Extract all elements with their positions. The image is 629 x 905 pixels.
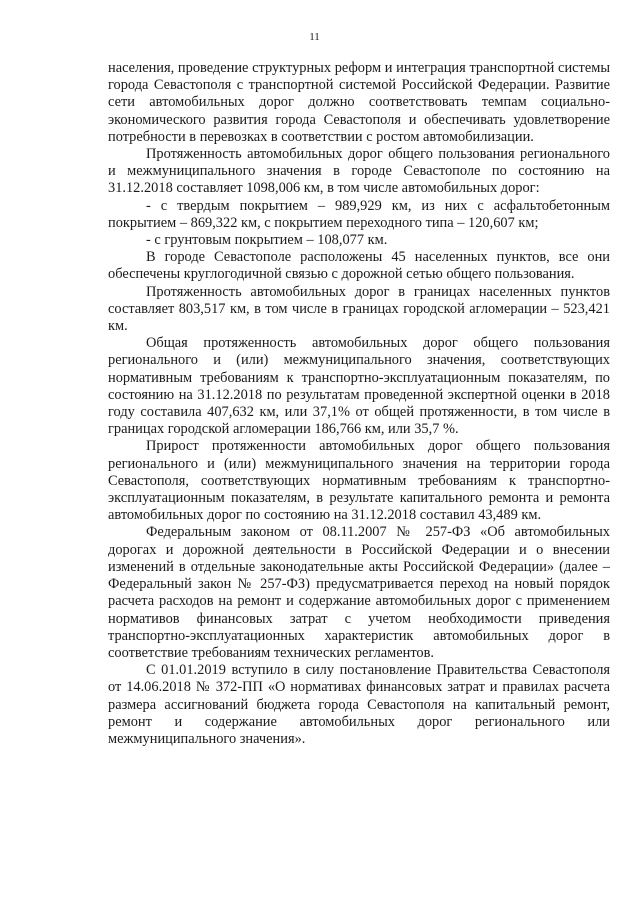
paragraph-compliant-roads: Общая протяженность автомобильных дорог общего пользования регионального и (или) межмуниципального значения, соответствующих нормативным требованиям к транспортно-эксплуатационным показателям, по состоянию на 31.12.2018 по результатам проведенной экспертной оценки в 2018 году составила 407,632 км, или 37,1% от общей протяженности, в том числе в границах городской агломерации 186,766 км, или 35,7 %. [108, 335, 610, 438]
paragraph-road-length: Протяженность автомобильных дорог общего пользования регионального и межмуниципального значения в городе Севастополе по состоянию на 31.12.2018 составляет 1098,006 км, в том числе автомобильных дорог: [108, 146, 610, 197]
document-body [108, 60, 610, 748]
paragraph-settlement-roads: Протяженность автомобильных дорог в границах населенных пунктов составляет 803,517 км, в том числе в границах городской агломерации – 523,421 км. [108, 283, 610, 335]
paragraph-continuation: населения, проведение структурных реформ и интеграция транспортной системы города Севастополя с транспортной системой Российской Федерации. Развитие сети автомобильных дорог должно соответствовать темпам социально-экономического развития города Севастополя и обеспечивать удовлетворение потребности в перевозках в соответствии с ростом автомобилизации. [108, 60, 610, 145]
paragraph-growth: Прирост протяженности автомобильных дорог общего пользования регионального и (или) межмуниципального значения на территории города Севастополя, соответствующих нормативным требованиям к транспортно-эксплуатационным показателям, в результате капитального ремонта и ремонта автомобильных дорог по состоянию на 31.12.2018 составил 43,489 км. [108, 438, 610, 524]
page-number: 11 [309, 31, 320, 43]
paragraph-government-resolution: С 01.01.2019 вступило в силу постановление Правительства Севастополя от 14.06.2018 № 372-ПП «О нормативах финансовых затрат и правилах расчета размера ассигнований бюджета города Севастополя на капитальный ремонт, ремонт и содержание автомобильных дорог регионального или межмуниципального значения». [108, 662, 610, 747]
paragraph-federal-law: Федеральным законом от 08.11.2007 № 257-ФЗ «Об автомобильных дорогах и дорожной деятельности в Российской Федерации и о внесении изменений в отдельные законодательные акты Российской Федерации» (далее – Федеральный закон № 257-ФЗ) предусматривается переход на новый порядок расчета расходов на ремонт и содержание автомобильных дорог с применением нормативов финансовых затрат с учетом необходимости приведения транспортно-эксплуатационных характеристик автомобильных дорог в соответствие требованиям технических регламентов. [108, 524, 610, 661]
list-item-dirt-surface: - с грунтовым покрытием – 108,077 км. [146, 232, 388, 249]
paragraph-settlements: В городе Севастополе расположены 45 населенных пунктов, все они обеспечены круглогодичной связью с дорожной сетью общего пользования. [108, 249, 610, 283]
list-item-hard-surface: - с твердым покрытием – 989,929 км, из них с асфальтобетонным покрытием – 869,322 км, с покрытием переходного типа – 120,607 км; [108, 197, 610, 231]
